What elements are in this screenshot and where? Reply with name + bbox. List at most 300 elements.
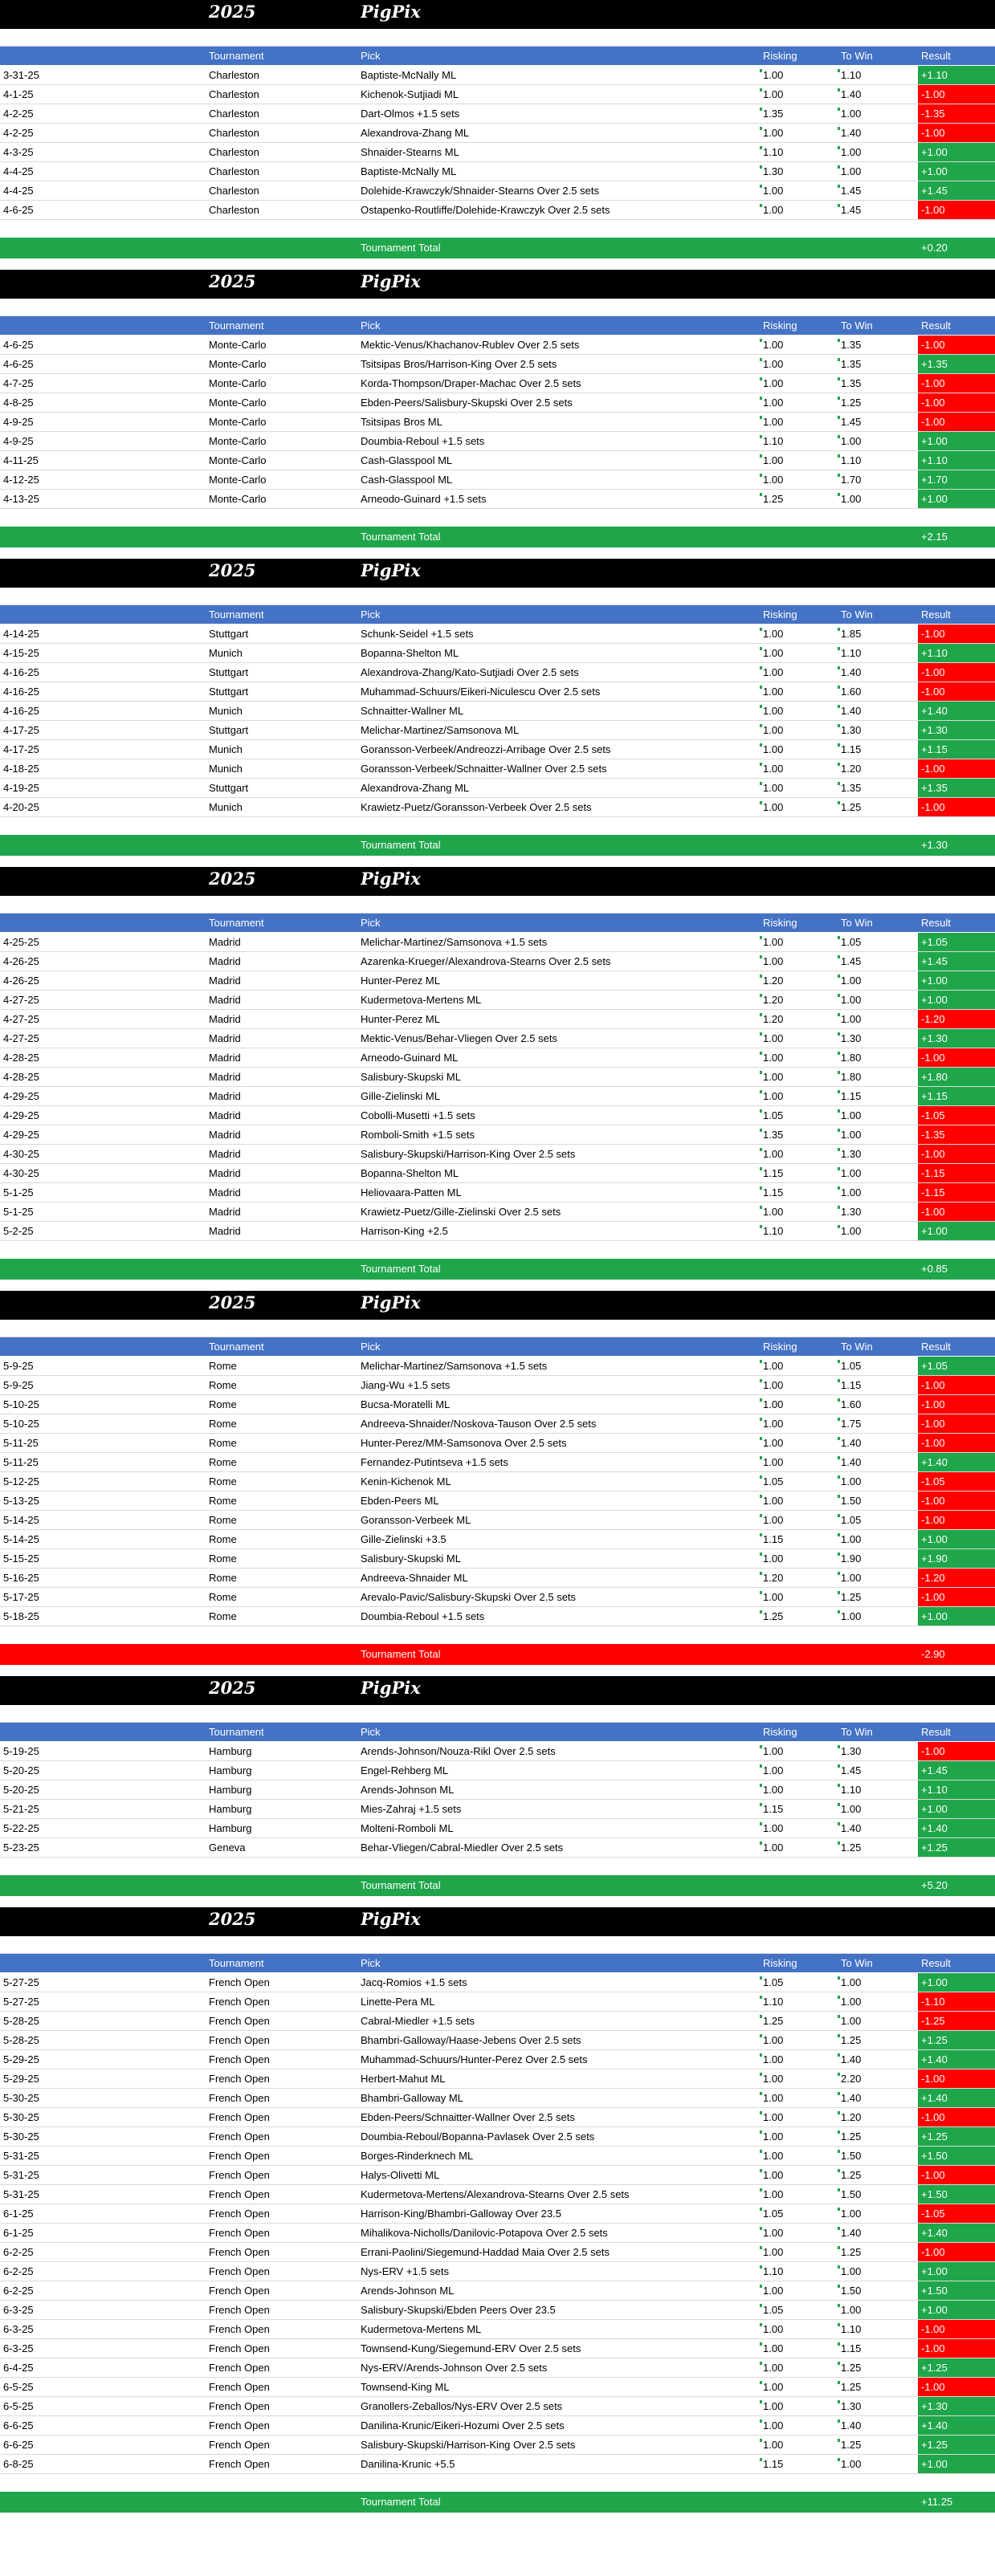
to-win-cell[interactable]: 1.00 bbox=[841, 165, 862, 177]
date-cell[interactable]: 5-30-25 bbox=[3, 2092, 39, 2104]
tournament-cell[interactable]: Stuttgart bbox=[209, 666, 249, 678]
to-win-cell[interactable]: 1.45 bbox=[841, 955, 862, 967]
pick-cell[interactable]: Nys-ERV +1.5 sets bbox=[361, 2265, 449, 2277]
date-cell[interactable]: 5-30-25 bbox=[3, 2130, 39, 2143]
risking-cell[interactable]: 1.00 bbox=[763, 743, 784, 755]
result-cell[interactable]: +1.70 bbox=[918, 470, 995, 489]
pick-cell[interactable]: Cash-Glasspool ML bbox=[361, 474, 453, 486]
tournament-cell[interactable]: Madrid bbox=[209, 1052, 241, 1064]
pick-cell[interactable]: Bhambri-Galloway/Haase-Jebens Over 2.5 sets bbox=[361, 2034, 581, 2046]
tournament-cell[interactable]: Rome bbox=[209, 1591, 237, 1603]
risking-cell[interactable]: 1.00 bbox=[763, 2150, 784, 2162]
result-cell[interactable]: -1.00 bbox=[918, 1395, 995, 1414]
date-cell[interactable]: 5-31-25 bbox=[3, 2150, 39, 2162]
to-win-cell[interactable]: 1.80 bbox=[841, 1071, 862, 1083]
pick-cell[interactable]: Doumbia-Reboul +1.5 sets bbox=[361, 435, 485, 447]
date-cell[interactable]: 4-3-25 bbox=[3, 146, 34, 158]
result-cell[interactable]: +1.50 bbox=[918, 2185, 995, 2204]
date-cell[interactable]: 5-17-25 bbox=[3, 1591, 39, 1603]
date-cell[interactable]: 6-1-25 bbox=[3, 2227, 34, 2239]
risking-cell[interactable]: 1.00 bbox=[763, 1591, 784, 1603]
risking-cell[interactable]: 1.00 bbox=[763, 2246, 784, 2258]
risking-cell[interactable]: 1.00 bbox=[763, 127, 784, 139]
pick-cell[interactable]: Baptiste-McNally ML bbox=[361, 69, 457, 81]
tournament-cell[interactable]: French Open bbox=[209, 2362, 270, 2374]
pick-cell[interactable]: Andreeva-Shnaider/Noskova-Tauson Over 2.5 sets bbox=[361, 1418, 597, 1430]
pick-cell[interactable]: Doumbia-Reboul/Bopanna-Pavlasek Over 2.5 sets bbox=[361, 2130, 595, 2143]
pick-cell[interactable]: Arneodo-Guinard ML bbox=[361, 1052, 459, 1064]
to-win-cell[interactable]: 1.85 bbox=[841, 628, 862, 640]
result-cell[interactable]: -1.15 bbox=[918, 1183, 995, 1202]
result-cell[interactable]: -1.00 bbox=[918, 2069, 995, 2088]
to-win-cell[interactable]: 1.40 bbox=[841, 88, 862, 100]
pick-cell[interactable]: Gille-Zielinski ML bbox=[361, 1090, 440, 1102]
tournament-cell[interactable]: Madrid bbox=[209, 936, 241, 948]
to-win-cell[interactable]: 1.00 bbox=[841, 1225, 862, 1237]
pick-cell[interactable]: Alexandrova-Zhang ML bbox=[361, 127, 470, 139]
pick-cell[interactable]: Harrison-King +2.5 bbox=[361, 1225, 448, 1237]
risking-cell[interactable]: 1.05 bbox=[763, 2208, 784, 2220]
result-cell[interactable]: +1.10 bbox=[918, 644, 995, 662]
risking-cell[interactable]: 1.05 bbox=[763, 1109, 784, 1121]
result-cell[interactable]: +1.00 bbox=[918, 991, 995, 1009]
risking-cell[interactable]: 1.00 bbox=[763, 936, 784, 948]
risking-cell[interactable]: 1.00 bbox=[763, 1456, 784, 1468]
risking-cell[interactable]: 1.15 bbox=[763, 2458, 784, 2470]
pick-cell[interactable]: Danilina-Krunic +5.5 bbox=[361, 2458, 455, 2470]
result-cell[interactable]: -1.00 bbox=[918, 393, 995, 412]
date-cell[interactable]: 3-31-25 bbox=[3, 69, 39, 81]
date-cell[interactable]: 5-1-25 bbox=[3, 1186, 34, 1198]
tournament-cell[interactable]: Munich bbox=[209, 801, 243, 813]
tournament-cell[interactable]: Madrid bbox=[209, 955, 241, 967]
risking-cell[interactable]: 1.00 bbox=[763, 2381, 784, 2393]
tournament-cell[interactable]: Monte-Carlo bbox=[209, 454, 267, 466]
date-cell[interactable]: 4-26-25 bbox=[3, 955, 39, 967]
to-win-cell[interactable]: 1.40 bbox=[841, 2227, 862, 2239]
to-win-cell[interactable]: 1.25 bbox=[841, 2362, 862, 2374]
pick-cell[interactable]: Ostapenko-Routliffe/Dolehide-Krawczyk Over 2.5 sets bbox=[361, 204, 610, 216]
tournament-cell[interactable]: Rome bbox=[209, 1553, 237, 1565]
date-cell[interactable]: 6-3-25 bbox=[3, 2342, 34, 2354]
pick-cell[interactable]: Salisbury-Skupski/Harrison-King Over 2.5 sets bbox=[361, 1148, 576, 1160]
result-cell[interactable]: +1.25 bbox=[918, 2436, 995, 2454]
tournament-cell[interactable]: French Open bbox=[209, 2458, 270, 2470]
date-cell[interactable]: 5-15-25 bbox=[3, 1553, 39, 1565]
tournament-cell[interactable]: Rome bbox=[209, 1437, 237, 1449]
date-cell[interactable]: 5-13-25 bbox=[3, 1495, 39, 1507]
tournament-cell[interactable]: Rome bbox=[209, 1533, 237, 1545]
to-win-cell[interactable]: 1.00 bbox=[841, 975, 862, 987]
pick-cell[interactable]: Herbert-Mahut ML bbox=[361, 2073, 446, 2085]
pick-cell[interactable]: Granollers-Zeballos/Nys-ERV Over 2.5 sets bbox=[361, 2400, 563, 2412]
to-win-cell[interactable]: 1.30 bbox=[841, 1148, 862, 1160]
risking-cell[interactable]: 1.00 bbox=[763, 1745, 784, 1757]
risking-cell[interactable]: 1.00 bbox=[763, 2034, 784, 2046]
tournament-cell[interactable]: Munich bbox=[209, 743, 243, 755]
date-cell[interactable]: 4-25-25 bbox=[3, 936, 39, 948]
to-win-cell[interactable]: 1.00 bbox=[841, 1109, 862, 1121]
tournament-cell[interactable]: Madrid bbox=[209, 975, 241, 987]
date-cell[interactable]: 5-23-25 bbox=[3, 1841, 39, 1854]
date-cell[interactable]: 4-29-25 bbox=[3, 1090, 39, 1102]
risking-cell[interactable]: 1.00 bbox=[763, 2130, 784, 2143]
tournament-cell[interactable]: French Open bbox=[209, 2304, 270, 2316]
to-win-cell[interactable]: 1.00 bbox=[841, 493, 862, 505]
tournament-cell[interactable]: Madrid bbox=[209, 1186, 241, 1198]
result-cell[interactable]: -1.00 bbox=[918, 2339, 995, 2358]
to-win-cell[interactable]: 1.20 bbox=[841, 2111, 862, 2123]
pick-cell[interactable]: Korda-Thompson/Draper-Machac Over 2.5 sets bbox=[361, 377, 581, 389]
tournament-cell[interactable]: Rome bbox=[209, 1418, 237, 1430]
result-cell[interactable]: +1.05 bbox=[918, 933, 995, 951]
pick-cell[interactable]: Mihalikova-Nicholls/Danilovic-Potapova Over 2.5 sets bbox=[361, 2227, 608, 2239]
date-cell[interactable]: 5-30-25 bbox=[3, 2111, 39, 2123]
to-win-cell[interactable]: 1.15 bbox=[841, 1090, 862, 1102]
pick-cell[interactable]: Kudermetova-Mertens ML bbox=[361, 2323, 482, 2335]
result-cell[interactable]: +1.00 bbox=[918, 1800, 995, 1818]
result-cell[interactable]: -1.00 bbox=[918, 2378, 995, 2396]
tournament-cell[interactable]: Rome bbox=[209, 1495, 237, 1507]
tournament-cell[interactable]: Hamburg bbox=[209, 1803, 252, 1815]
result-cell[interactable]: +1.00 bbox=[918, 971, 995, 990]
result-cell[interactable]: -1.00 bbox=[918, 336, 995, 354]
result-cell[interactable]: -1.00 bbox=[918, 2166, 995, 2184]
risking-cell[interactable]: 1.00 bbox=[763, 2285, 784, 2297]
tournament-cell[interactable]: Monte-Carlo bbox=[209, 358, 267, 370]
risking-cell[interactable]: 1.00 bbox=[763, 185, 784, 197]
result-cell[interactable]: +1.35 bbox=[918, 779, 995, 797]
risking-cell[interactable]: 1.00 bbox=[763, 1090, 784, 1102]
tournament-cell[interactable]: French Open bbox=[209, 2439, 270, 2451]
tournament-cell[interactable]: Munich bbox=[209, 647, 243, 659]
to-win-cell[interactable]: 1.00 bbox=[841, 146, 862, 158]
pick-cell[interactable]: Ebden-Peers/Schnaitter-Wallner Over 2.5 sets bbox=[361, 2111, 575, 2123]
to-win-cell[interactable]: 1.00 bbox=[841, 1976, 862, 1988]
tournament-cell[interactable]: French Open bbox=[209, 2227, 270, 2239]
pick-cell[interactable]: Mies-Zahraj +1.5 sets bbox=[361, 1803, 462, 1815]
tournament-cell[interactable]: Rome bbox=[209, 1475, 237, 1487]
date-cell[interactable]: 4-6-25 bbox=[3, 204, 34, 216]
risking-cell[interactable]: 1.00 bbox=[763, 1514, 784, 1526]
pick-cell[interactable]: Fernandez-Putintseva +1.5 sets bbox=[361, 1456, 508, 1468]
tournament-cell[interactable]: French Open bbox=[209, 2092, 270, 2104]
date-cell[interactable]: 5-14-25 bbox=[3, 1533, 39, 1545]
tournament-cell[interactable]: Madrid bbox=[209, 1206, 241, 1218]
date-cell[interactable]: 4-27-25 bbox=[3, 994, 39, 1006]
to-win-cell[interactable]: 1.00 bbox=[841, 1572, 862, 1584]
to-win-cell[interactable]: 1.25 bbox=[841, 2130, 862, 2143]
result-cell[interactable]: +1.25 bbox=[918, 1838, 995, 1857]
result-cell[interactable]: +1.00 bbox=[918, 2455, 995, 2473]
tournament-cell[interactable]: Madrid bbox=[209, 1090, 241, 1102]
tournament-cell[interactable]: Charleston bbox=[209, 204, 259, 216]
result-cell[interactable]: -1.05 bbox=[918, 1106, 995, 1125]
risking-cell[interactable]: 1.00 bbox=[763, 377, 784, 389]
date-cell[interactable]: 4-4-25 bbox=[3, 165, 34, 177]
to-win-cell[interactable]: 1.50 bbox=[841, 1495, 862, 1507]
date-cell[interactable]: 4-14-25 bbox=[3, 628, 39, 640]
tournament-cell[interactable]: Madrid bbox=[209, 1013, 241, 1025]
tournament-cell[interactable]: Charleston bbox=[209, 185, 259, 197]
risking-cell[interactable]: 1.00 bbox=[763, 1379, 784, 1391]
date-cell[interactable]: 6-1-25 bbox=[3, 2208, 34, 2220]
result-cell[interactable]: +1.90 bbox=[918, 1549, 995, 1568]
date-cell[interactable]: 5-21-25 bbox=[3, 1803, 39, 1815]
tournament-cell[interactable]: Charleston bbox=[209, 69, 259, 81]
result-cell[interactable]: +1.40 bbox=[918, 1453, 995, 1471]
date-cell[interactable]: 4-17-25 bbox=[3, 743, 39, 755]
tournament-cell[interactable]: Madrid bbox=[209, 1109, 241, 1121]
to-win-cell[interactable]: 1.25 bbox=[841, 2034, 862, 2046]
to-win-cell[interactable]: 1.30 bbox=[841, 1745, 862, 1757]
pick-cell[interactable]: Tsitsipas Bros/Harrison-King Over 2.5 sets bbox=[361, 358, 557, 370]
date-cell[interactable]: 4-27-25 bbox=[3, 1032, 39, 1044]
tournament-cell[interactable]: Charleston bbox=[209, 127, 259, 139]
to-win-cell[interactable]: 1.00 bbox=[841, 994, 862, 1006]
to-win-cell[interactable]: 1.00 bbox=[841, 435, 862, 447]
risking-cell[interactable]: 1.00 bbox=[763, 1822, 784, 1834]
to-win-cell[interactable]: 1.60 bbox=[841, 1398, 862, 1410]
tournament-cell[interactable]: French Open bbox=[209, 2015, 270, 2027]
risking-cell[interactable]: 1.00 bbox=[763, 2439, 784, 2451]
result-cell[interactable]: -1.00 bbox=[918, 2108, 995, 2126]
total-value[interactable]: +5.20 bbox=[921, 1879, 948, 1891]
to-win-cell[interactable]: 1.25 bbox=[841, 2169, 862, 2181]
risking-cell[interactable]: 1.00 bbox=[763, 2400, 784, 2412]
date-cell[interactable]: 6-6-25 bbox=[3, 2419, 34, 2432]
to-win-cell[interactable]: 1.40 bbox=[841, 1456, 862, 1468]
risking-cell[interactable]: 1.00 bbox=[763, 724, 784, 736]
to-win-cell[interactable]: 1.00 bbox=[841, 2458, 862, 2470]
risking-cell[interactable]: 1.20 bbox=[763, 1572, 784, 1584]
result-cell[interactable]: -1.00 bbox=[918, 1588, 995, 1606]
date-cell[interactable]: 5-10-25 bbox=[3, 1418, 39, 1430]
to-win-cell[interactable]: 1.45 bbox=[841, 185, 862, 197]
pick-cell[interactable]: Mektic-Venus/Behar-Vliegen Over 2.5 sets bbox=[361, 1032, 557, 1044]
date-cell[interactable]: 4-29-25 bbox=[3, 1129, 39, 1141]
pick-cell[interactable]: Cobolli-Musetti +1.5 sets bbox=[361, 1109, 475, 1121]
risking-cell[interactable]: 1.00 bbox=[763, 1553, 784, 1565]
risking-cell[interactable]: 1.05 bbox=[763, 2304, 784, 2316]
risking-cell[interactable]: 1.10 bbox=[763, 1225, 784, 1237]
date-cell[interactable]: 6-3-25 bbox=[3, 2323, 34, 2335]
tournament-cell[interactable]: Charleston bbox=[209, 88, 259, 100]
date-cell[interactable]: 4-12-25 bbox=[3, 474, 39, 486]
pick-cell[interactable]: Harrison-King/Bhambri-Galloway Over 23.5 bbox=[361, 2208, 561, 2220]
pick-cell[interactable]: Kichenok-Sutjiadi ML bbox=[361, 88, 459, 100]
risking-cell[interactable]: 1.20 bbox=[763, 1013, 784, 1025]
date-cell[interactable]: 4-28-25 bbox=[3, 1071, 39, 1083]
pick-cell[interactable]: Salisbury-Skupski/Ebden Peers Over 23.5 bbox=[361, 2304, 556, 2316]
result-cell[interactable]: +1.35 bbox=[918, 355, 995, 373]
result-cell[interactable]: +1.25 bbox=[918, 2031, 995, 2049]
to-win-cell[interactable]: 1.00 bbox=[841, 1610, 862, 1622]
tournament-cell[interactable]: Rome bbox=[209, 1610, 237, 1622]
tournament-cell[interactable]: Rome bbox=[209, 1572, 237, 1584]
risking-cell[interactable]: 1.00 bbox=[763, 1360, 784, 1372]
result-cell[interactable]: -1.00 bbox=[918, 625, 995, 643]
to-win-cell[interactable]: 1.35 bbox=[841, 782, 862, 794]
risking-cell[interactable]: 1.00 bbox=[763, 1841, 784, 1854]
tournament-cell[interactable]: Rome bbox=[209, 1379, 237, 1391]
date-cell[interactable]: 5-31-25 bbox=[3, 2188, 39, 2200]
to-win-cell[interactable]: 1.00 bbox=[841, 2304, 862, 2316]
risking-cell[interactable]: 1.00 bbox=[763, 1784, 784, 1796]
date-cell[interactable]: 6-5-25 bbox=[3, 2400, 34, 2412]
risking-cell[interactable]: 1.00 bbox=[763, 955, 784, 967]
result-cell[interactable]: +1.45 bbox=[918, 181, 995, 200]
pick-cell[interactable]: Cash-Glasspool ML bbox=[361, 454, 453, 466]
risking-cell[interactable]: 1.00 bbox=[763, 666, 784, 678]
risking-cell[interactable]: 1.00 bbox=[763, 628, 784, 640]
result-cell[interactable]: +1.40 bbox=[918, 2089, 995, 2107]
risking-cell[interactable]: 1.10 bbox=[763, 1996, 784, 2008]
risking-cell[interactable]: 1.25 bbox=[763, 1610, 784, 1622]
risking-cell[interactable]: 1.00 bbox=[763, 763, 784, 775]
risking-cell[interactable]: 1.00 bbox=[763, 2111, 784, 2123]
to-win-cell[interactable]: 1.00 bbox=[841, 1186, 862, 1198]
date-cell[interactable]: 4-19-25 bbox=[3, 782, 39, 794]
pick-cell[interactable]: Arends-Johnson ML bbox=[361, 1784, 455, 1796]
result-cell[interactable]: -1.00 bbox=[918, 1376, 995, 1394]
to-win-cell[interactable]: 1.10 bbox=[841, 454, 862, 466]
risking-cell[interactable]: 1.00 bbox=[763, 1437, 784, 1449]
result-cell[interactable]: -1.00 bbox=[918, 1145, 995, 1163]
pick-cell[interactable]: Kenin-Kichenok ML bbox=[361, 1475, 451, 1487]
risking-cell[interactable]: 1.00 bbox=[763, 454, 784, 466]
to-win-cell[interactable]: 1.45 bbox=[841, 416, 862, 428]
date-cell[interactable]: 5-29-25 bbox=[3, 2053, 39, 2065]
risking-cell[interactable]: 1.00 bbox=[763, 2342, 784, 2354]
date-cell[interactable]: 6-8-25 bbox=[3, 2458, 34, 2470]
tournament-cell[interactable]: Hamburg bbox=[209, 1764, 252, 1776]
tournament-cell[interactable]: French Open bbox=[209, 2246, 270, 2258]
result-cell[interactable]: +1.40 bbox=[918, 2416, 995, 2435]
tournament-cell[interactable]: French Open bbox=[209, 1996, 270, 2008]
total-value[interactable]: +2.15 bbox=[921, 531, 948, 543]
pick-cell[interactable]: Dolehide-Krawczyk/Shnaider-Stearns Over 2.5 sets bbox=[361, 185, 599, 197]
pick-cell[interactable]: Hunter-Perez/MM-Samsonova Over 2.5 sets bbox=[361, 1437, 567, 1449]
risking-cell[interactable]: 1.00 bbox=[763, 2362, 784, 2374]
tournament-cell[interactable]: Stuttgart bbox=[209, 724, 249, 736]
risking-cell[interactable]: 1.00 bbox=[763, 1071, 784, 1083]
risking-cell[interactable]: 1.00 bbox=[763, 2323, 784, 2335]
risking-cell[interactable]: 1.00 bbox=[763, 2053, 784, 2065]
date-cell[interactable]: 4-28-25 bbox=[3, 1052, 39, 1064]
risking-cell[interactable]: 1.00 bbox=[763, 69, 784, 81]
to-win-cell[interactable]: 1.40 bbox=[841, 2053, 862, 2065]
result-cell[interactable]: +1.45 bbox=[918, 1761, 995, 1780]
pick-cell[interactable]: Alexandrova-Zhang/Kato-Sutjiadi Over 2.5 sets bbox=[361, 666, 579, 678]
to-win-cell[interactable]: 1.35 bbox=[841, 339, 862, 351]
risking-cell[interactable]: 1.00 bbox=[763, 2188, 784, 2200]
result-cell[interactable]: -1.00 bbox=[918, 1414, 995, 1433]
result-cell[interactable]: -1.35 bbox=[918, 1125, 995, 1144]
tournament-cell[interactable]: Madrid bbox=[209, 1167, 241, 1179]
date-cell[interactable]: 5-11-25 bbox=[3, 1456, 39, 1468]
pick-cell[interactable]: Linette-Pera ML bbox=[361, 1996, 435, 2008]
to-win-cell[interactable]: 1.00 bbox=[841, 1475, 862, 1487]
date-cell[interactable]: 5-2-25 bbox=[3, 1225, 34, 1237]
risking-cell[interactable]: 1.20 bbox=[763, 994, 784, 1006]
tournament-cell[interactable]: Munich bbox=[209, 705, 243, 717]
pick-cell[interactable]: Kudermetova-Mertens/Alexandrova-Stearns Over 2.5 sets bbox=[361, 2188, 630, 2200]
pick-cell[interactable]: Danilina-Krunic/Eikeri-Hozumi Over 2.5 sets bbox=[361, 2419, 565, 2432]
pick-cell[interactable]: Molteni-Romboli ML bbox=[361, 1822, 454, 1834]
to-win-cell[interactable]: 1.25 bbox=[841, 1591, 862, 1603]
to-win-cell[interactable]: 1.40 bbox=[841, 127, 862, 139]
result-cell[interactable]: +1.10 bbox=[918, 66, 995, 84]
risking-cell[interactable]: 1.00 bbox=[763, 2073, 784, 2085]
result-cell[interactable]: +1.30 bbox=[918, 721, 995, 739]
pick-cell[interactable]: Salisbury-Skupski ML bbox=[361, 1071, 461, 1083]
to-win-cell[interactable]: 1.60 bbox=[841, 686, 862, 698]
to-win-cell[interactable]: 1.00 bbox=[841, 1013, 862, 1025]
risking-cell[interactable]: 1.00 bbox=[763, 1398, 784, 1410]
to-win-cell[interactable]: 1.45 bbox=[841, 204, 862, 216]
date-cell[interactable]: 4-6-25 bbox=[3, 339, 34, 351]
date-cell[interactable]: 5-27-25 bbox=[3, 1976, 39, 1988]
pick-cell[interactable]: Kudermetova-Mertens ML bbox=[361, 994, 482, 1006]
risking-cell[interactable]: 1.15 bbox=[763, 1186, 784, 1198]
tournament-cell[interactable]: Stuttgart bbox=[209, 782, 249, 794]
result-cell[interactable]: +1.25 bbox=[918, 2358, 995, 2377]
pick-cell[interactable]: Muhammad-Schuurs/Hunter-Perez Over 2.5 sets bbox=[361, 2053, 588, 2065]
pick-cell[interactable]: Hunter-Perez ML bbox=[361, 1013, 440, 1025]
tournament-cell[interactable]: French Open bbox=[209, 2342, 270, 2354]
to-win-cell[interactable]: 1.50 bbox=[841, 2150, 862, 2162]
tournament-cell[interactable]: Hamburg bbox=[209, 1745, 252, 1757]
risking-cell[interactable]: 1.00 bbox=[763, 416, 784, 428]
pick-cell[interactable]: Krawietz-Puetz/Gille-Zielinski Over 2.5 sets bbox=[361, 1206, 561, 1218]
pick-cell[interactable]: Ebden-Peers/Salisbury-Skupski Over 2.5 sets bbox=[361, 397, 573, 409]
pick-cell[interactable]: Jacq-Romios +1.5 sets bbox=[361, 1976, 467, 1988]
result-cell[interactable]: +1.25 bbox=[918, 2127, 995, 2146]
pick-cell[interactable]: Halys-Olivetti ML bbox=[361, 2169, 440, 2181]
tournament-cell[interactable]: French Open bbox=[209, 1976, 270, 1988]
date-cell[interactable]: 4-29-25 bbox=[3, 1109, 39, 1121]
tournament-cell[interactable]: French Open bbox=[209, 2150, 270, 2162]
date-cell[interactable]: 4-9-25 bbox=[3, 416, 34, 428]
date-cell[interactable]: 5-29-25 bbox=[3, 2073, 39, 2085]
tournament-cell[interactable]: Rome bbox=[209, 1456, 237, 1468]
to-win-cell[interactable]: 1.00 bbox=[841, 1167, 862, 1179]
risking-cell[interactable]: 1.00 bbox=[763, 339, 784, 351]
to-win-cell[interactable]: 1.30 bbox=[841, 1032, 862, 1044]
to-win-cell[interactable]: 1.20 bbox=[841, 763, 862, 775]
result-cell[interactable]: +1.45 bbox=[918, 952, 995, 971]
pick-cell[interactable]: Baptiste-McNally ML bbox=[361, 165, 457, 177]
result-cell[interactable]: +1.40 bbox=[918, 2224, 995, 2242]
to-win-cell[interactable]: 1.35 bbox=[841, 358, 862, 370]
total-value[interactable]: +0.20 bbox=[921, 242, 948, 254]
date-cell[interactable]: 6-3-25 bbox=[3, 2304, 34, 2316]
total-value[interactable]: -2.90 bbox=[921, 1648, 945, 1660]
pick-cell[interactable]: Melichar-Martinez/Samsonova +1.5 sets bbox=[361, 1360, 548, 1372]
to-win-cell[interactable]: 1.25 bbox=[841, 2439, 862, 2451]
pick-cell[interactable]: Behar-Vliegen/Cabral-Miedler Over 2.5 sets bbox=[361, 1841, 564, 1854]
to-win-cell[interactable]: 1.35 bbox=[841, 377, 862, 389]
result-cell[interactable]: -1.00 bbox=[918, 2320, 995, 2338]
date-cell[interactable]: 6-5-25 bbox=[3, 2381, 34, 2393]
date-cell[interactable]: 4-30-25 bbox=[3, 1167, 39, 1179]
pick-cell[interactable]: Bopanna-Shelton ML bbox=[361, 1167, 459, 1179]
to-win-cell[interactable]: 1.40 bbox=[841, 666, 862, 678]
date-cell[interactable]: 5-20-25 bbox=[3, 1784, 39, 1796]
date-cell[interactable]: 4-4-25 bbox=[3, 185, 34, 197]
to-win-cell[interactable]: 1.90 bbox=[841, 1553, 862, 1565]
